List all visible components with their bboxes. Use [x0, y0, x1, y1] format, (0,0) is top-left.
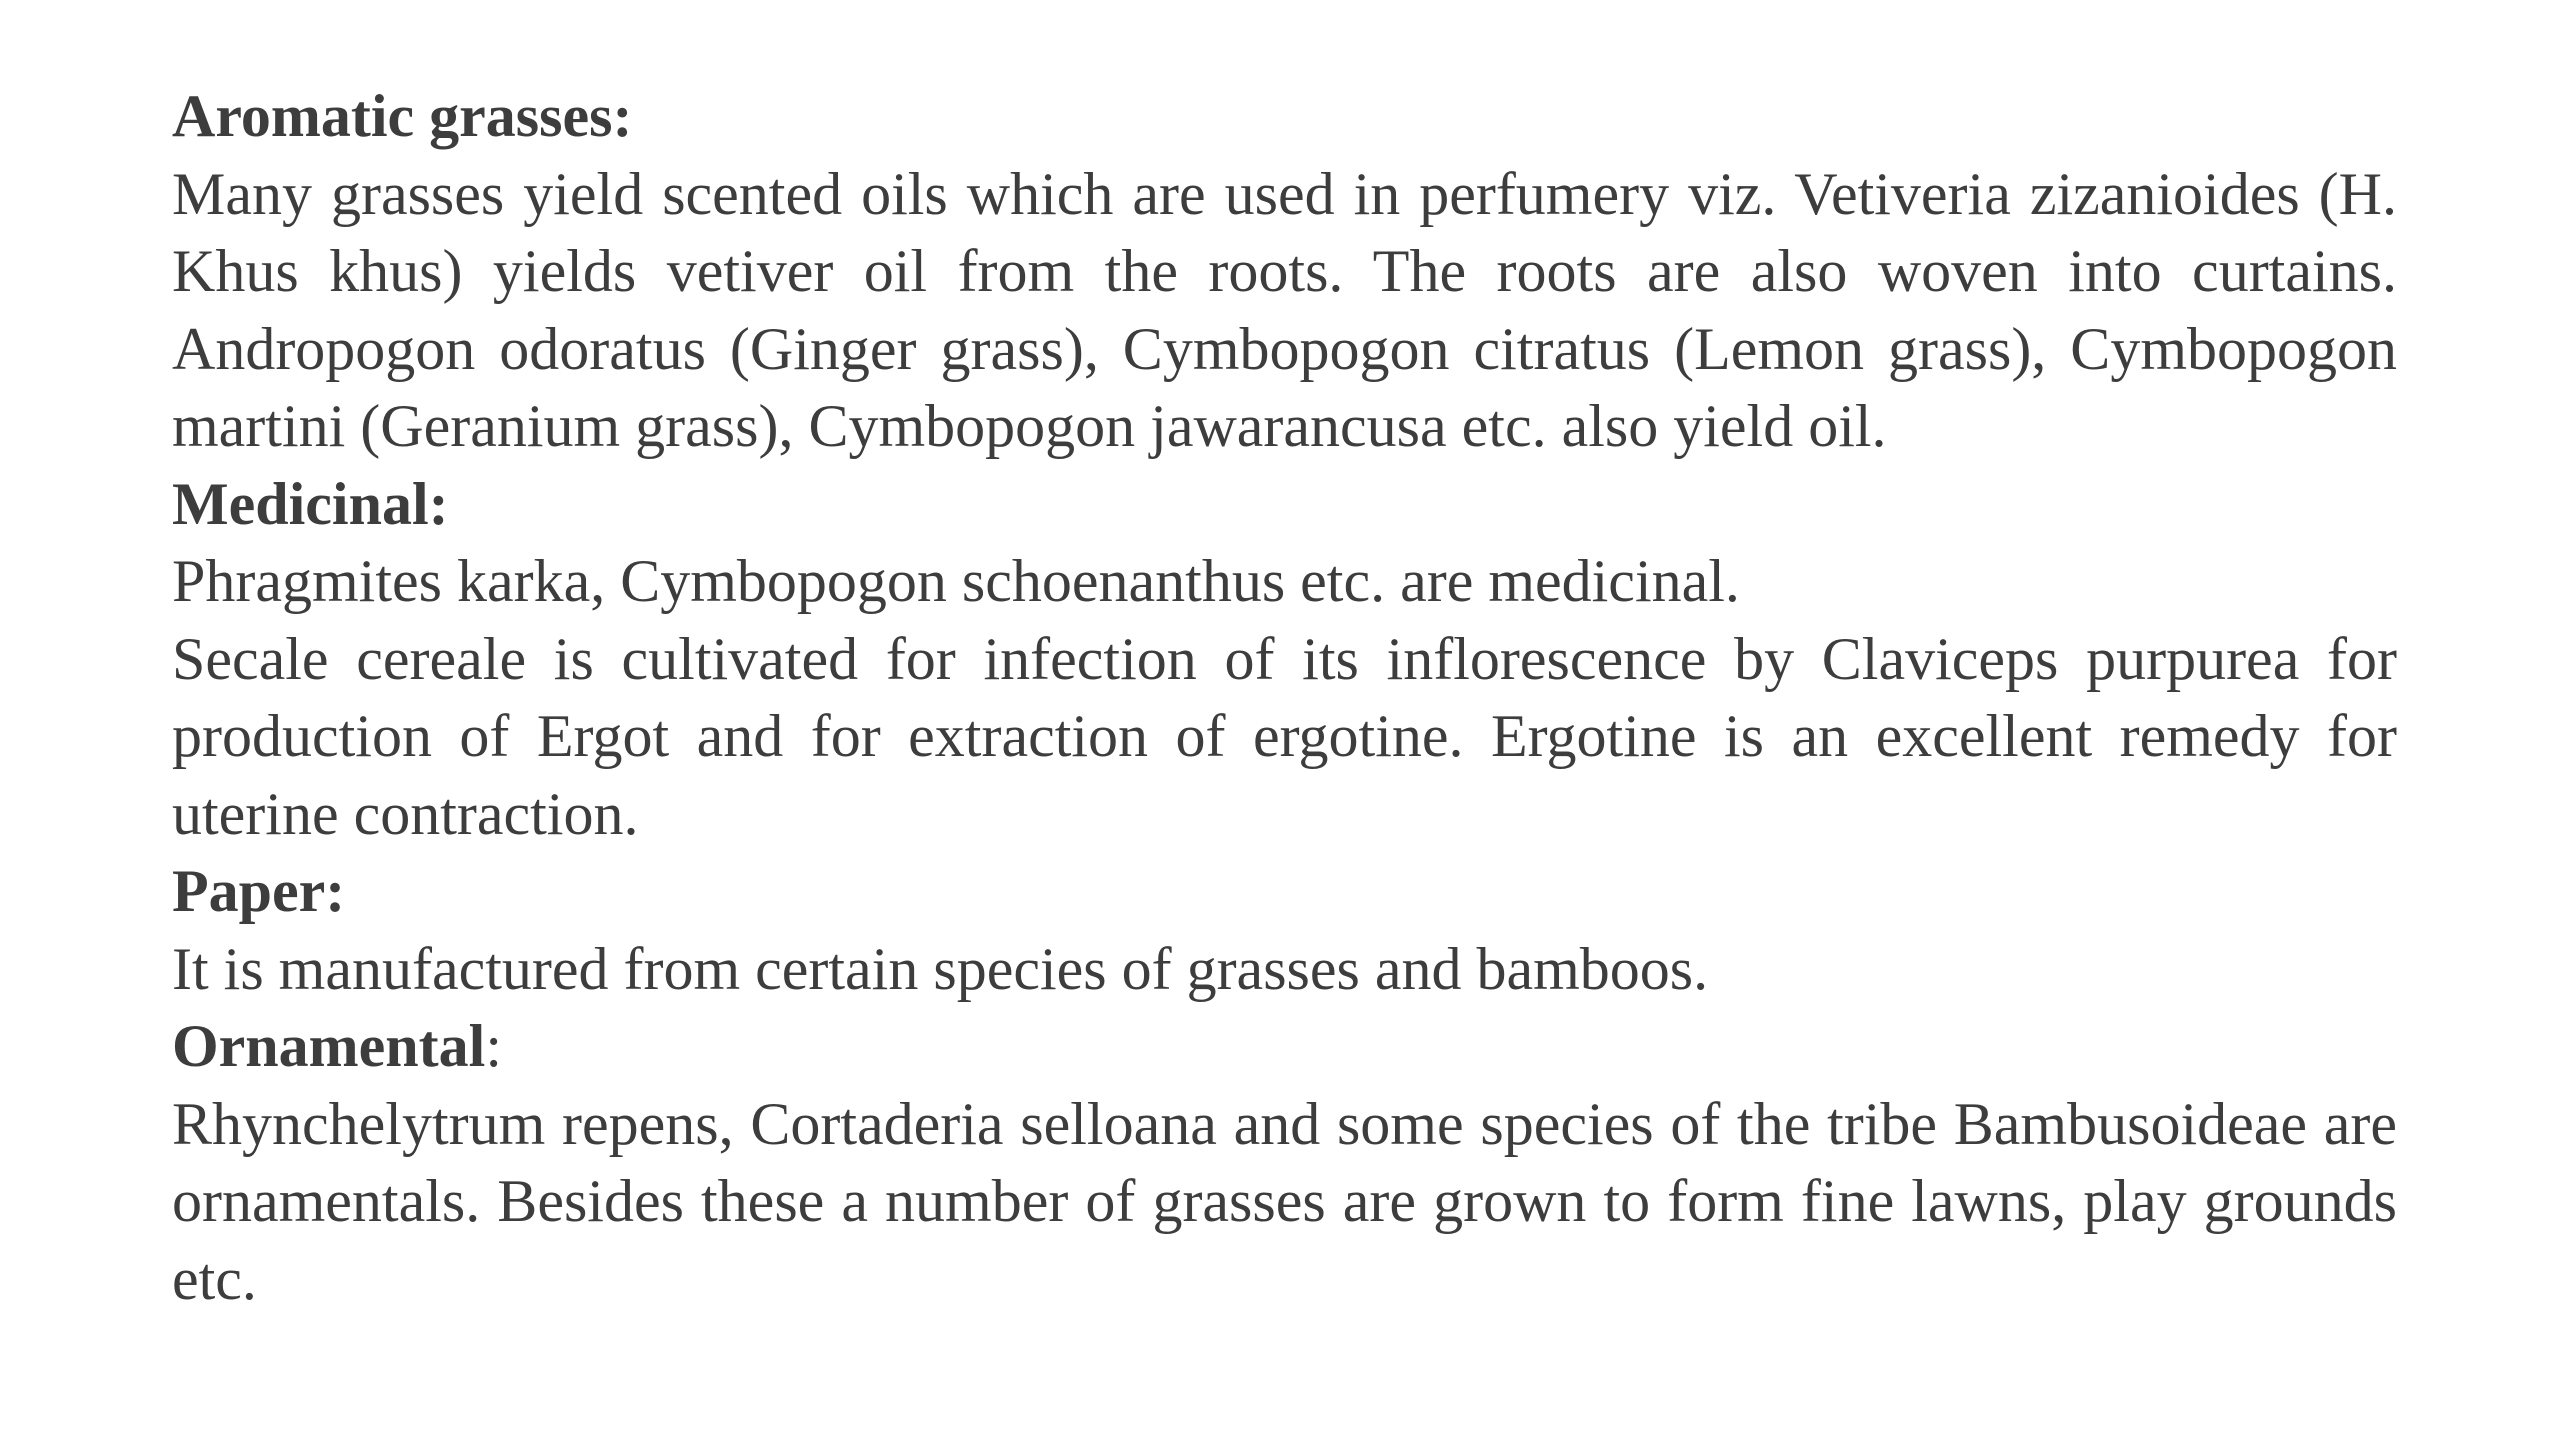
medicinal-paragraph-2: Secale cereale is cultivated for infection of its inflorescence by Claviceps purpurea for production of Ergot and for extraction of ergotine. Ergotine is an excellent remedy for uterine contraction.: [172, 625, 2397, 847]
document-page: [172, 78, 2397, 1318]
aromatic-grasses-heading: Aromatic grasses:: [172, 83, 633, 149]
ornamental-heading: Ornamental: [172, 1013, 486, 1079]
medicinal-paragraph-1: Phragmites karka, Cymbopogon schoenanthus etc. are medicinal.: [172, 548, 1740, 614]
ornamental-heading-colon: :: [485, 1013, 502, 1079]
medicinal-heading: Medicinal:: [172, 470, 449, 537]
ornamental-paragraph: Rhynchelytrum repens, Cortaderia selloana and some species of the tribe Bambusoideae are ornamentals. Besides these a number of grasses are grown to form fine lawns, play grounds etc.: [172, 1090, 2397, 1312]
ornamental-heading-line: [172, 1008, 2397, 1086]
aromatic-grasses-paragraph: Many grasses yield scented oils which are used in perfumery viz. Vetiveria zizanioides (H. Khus khus) yields vetiver oil from the roots. The roots are also woven into curtains. Andropogon odoratus (Ginger grass), Cymbopogon citratus (Lemon grass), Cymbopogon martini (Geranium grass), Cymbopogon jawarancusa etc. also yield oil.: [172, 160, 2397, 459]
paper-heading: Paper:: [172, 858, 346, 924]
paper-paragraph: It is manufactured from certain species of grasses and bamboos.: [172, 935, 1709, 1002]
